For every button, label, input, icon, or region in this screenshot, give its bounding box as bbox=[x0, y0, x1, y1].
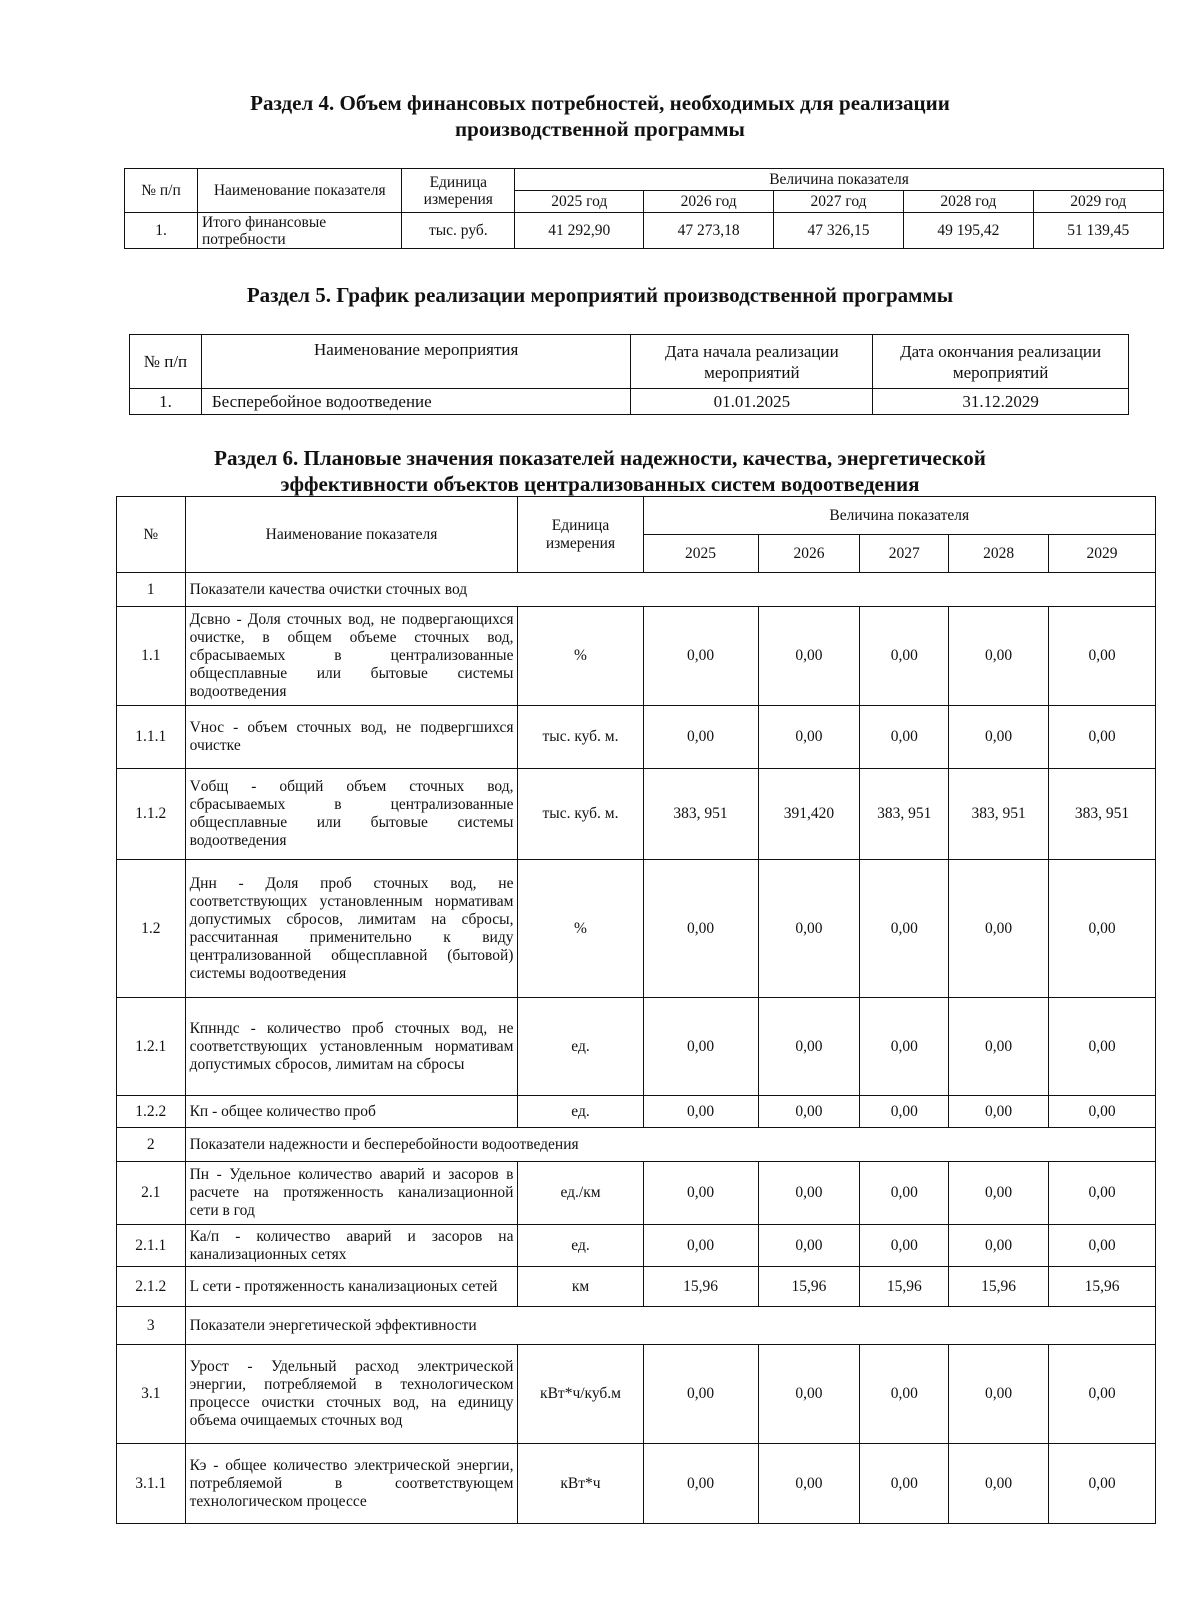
table-row bbox=[117, 1267, 1156, 1307]
row-value: 0,00 bbox=[643, 998, 758, 1096]
row-value: 15,96 bbox=[643, 1267, 758, 1307]
row-num: 2.1.2 bbox=[117, 1267, 186, 1307]
row-value: 383, 951 bbox=[1049, 769, 1156, 860]
row-value: 0,00 bbox=[758, 1096, 860, 1128]
table-row bbox=[117, 1162, 1156, 1225]
row-value: 383, 951 bbox=[643, 769, 758, 860]
row-value: 0,00 bbox=[758, 1444, 860, 1524]
header-value-group: Величина показателя bbox=[643, 497, 1155, 535]
row-unit: тыс. куб. м. bbox=[518, 706, 643, 769]
header-year: 2025 год bbox=[515, 191, 644, 213]
section4-title-line1: Раздел 4. Объем финансовых потребностей, необходимых для реализации bbox=[250, 91, 950, 115]
row-value: 0,00 bbox=[860, 1345, 949, 1444]
header-unit: Единица измерения bbox=[518, 497, 643, 573]
row-unit: ед./км bbox=[518, 1162, 643, 1225]
row-num: 1.1.1 bbox=[117, 706, 186, 769]
row-name: L сети - протяженность канализационых сетей bbox=[185, 1267, 518, 1307]
header-year: 2028 bbox=[949, 535, 1049, 573]
row-value: 47 273,18 bbox=[644, 213, 773, 249]
row-value: 0,00 bbox=[949, 607, 1049, 706]
table-row bbox=[117, 998, 1156, 1096]
row-value: 0,00 bbox=[643, 1444, 758, 1524]
row-value: 0,00 bbox=[860, 1225, 949, 1267]
row-value: 0,00 bbox=[758, 1162, 860, 1225]
row-name: Кпнндс - количество проб сточных вод, не соответствующих установленным нормативам допустимых сбросов, лимитам на сбросы bbox=[185, 998, 518, 1096]
row-value: 0,00 bbox=[1049, 860, 1156, 998]
row-value: 15,96 bbox=[1049, 1267, 1156, 1307]
row-value: 0,00 bbox=[860, 1096, 949, 1128]
financial-needs-table bbox=[124, 168, 1164, 249]
row-value: 0,00 bbox=[758, 706, 860, 769]
header-year: 2025 bbox=[643, 535, 758, 573]
row-value: 49 195,42 bbox=[904, 213, 1033, 249]
header-year: 2027 год bbox=[773, 191, 903, 213]
header-name: Наименование мероприятия bbox=[201, 335, 631, 389]
header-num: № bbox=[117, 497, 186, 573]
group-title: Показатели надежности и бесперебойности водоотведения bbox=[185, 1128, 1155, 1162]
group-title: Показатели энергетической эффективности bbox=[185, 1307, 1155, 1345]
row-num: 3.1.1 bbox=[117, 1444, 186, 1524]
row-value: 15,96 bbox=[758, 1267, 860, 1307]
row-value: 0,00 bbox=[949, 1096, 1049, 1128]
header-year: 2028 год bbox=[904, 191, 1033, 213]
table-row bbox=[117, 1444, 1156, 1524]
row-name: Vобщ - общий объем сточных вод, сбрасываемых в централизованные общесплавные или бытовые системы водоотведения bbox=[185, 769, 518, 860]
row-name: Дсвно - Доля сточных вод, не подвергающихся очистке, в общем объеме сточных вод, сбрасываемых в централизованные общесплавные или бытовые системы водоотведения bbox=[185, 607, 518, 706]
row-unit: тыс. куб. м. bbox=[518, 769, 643, 860]
row-end: 31.12.2029 bbox=[873, 389, 1129, 415]
row-value: 0,00 bbox=[758, 1345, 860, 1444]
row-num: 2.1 bbox=[117, 1162, 186, 1225]
row-value: 41 292,90 bbox=[515, 213, 644, 249]
row-name: Итого финансовые потребности bbox=[198, 213, 402, 249]
header-value-group: Величина показателя bbox=[515, 169, 1164, 191]
row-value: 51 139,45 bbox=[1033, 213, 1163, 249]
row-unit: ед. bbox=[518, 1225, 643, 1267]
row-value: 0,00 bbox=[860, 1444, 949, 1524]
row-num: 1.2 bbox=[117, 860, 186, 998]
row-unit: % bbox=[518, 607, 643, 706]
table-row bbox=[117, 1225, 1156, 1267]
schedule-table bbox=[129, 334, 1129, 415]
row-unit: ед. bbox=[518, 998, 643, 1096]
row-unit: ед. bbox=[518, 1096, 643, 1128]
row-value: 0,00 bbox=[758, 998, 860, 1096]
row-value: 0,00 bbox=[758, 1225, 860, 1267]
header-year: 2027 bbox=[860, 535, 949, 573]
row-value: 0,00 bbox=[949, 860, 1049, 998]
section4-title-line2: производственной программы bbox=[455, 117, 745, 141]
row-name: Бесперебойное водоотведение bbox=[201, 389, 631, 415]
section6-title-line1: Раздел 6. Плановые значения показателей надежности, качества, энергетической bbox=[214, 446, 986, 470]
row-value: 0,00 bbox=[860, 998, 949, 1096]
table-row bbox=[117, 1345, 1156, 1444]
row-value: 0,00 bbox=[949, 1444, 1049, 1524]
row-name: Кп - общее количество проб bbox=[185, 1096, 518, 1128]
header-year: 2029 bbox=[1049, 535, 1156, 573]
header-start: Дата начала реализации мероприятий bbox=[631, 335, 873, 389]
row-num: 3.1 bbox=[117, 1345, 186, 1444]
row-value: 0,00 bbox=[1049, 1096, 1156, 1128]
indicators-table bbox=[116, 496, 1156, 1524]
row-value: 0,00 bbox=[643, 860, 758, 998]
row-name: Урост - Удельный расход электрической энергии, потребляемой в технологическом процессе очистки сточных вод, на единицу объема очищаемых сточных вод bbox=[185, 1345, 518, 1444]
row-value: 0,00 bbox=[643, 607, 758, 706]
header-name: Наименование показателя bbox=[198, 169, 402, 213]
row-value: 15,96 bbox=[949, 1267, 1049, 1307]
section6-title-line2: эффективности объектов централизованных систем водоотведения bbox=[280, 472, 920, 496]
group-row bbox=[117, 573, 1156, 607]
row-value: 383, 951 bbox=[860, 769, 949, 860]
row-value: 0,00 bbox=[643, 1345, 758, 1444]
row-value: 47 326,15 bbox=[773, 213, 903, 249]
row-unit: кВт*ч bbox=[518, 1444, 643, 1524]
row-value: 0,00 bbox=[643, 1225, 758, 1267]
row-start: 01.01.2025 bbox=[631, 389, 873, 415]
row-value: 0,00 bbox=[758, 607, 860, 706]
row-value: 383, 951 bbox=[949, 769, 1049, 860]
row-num: 1.1 bbox=[117, 607, 186, 706]
row-num: 1.1.2 bbox=[117, 769, 186, 860]
row-num: 1. bbox=[125, 213, 198, 249]
section5-title: Раздел 5. График реализации мероприятий производственной программы bbox=[246, 283, 954, 307]
row-value: 0,00 bbox=[758, 860, 860, 998]
group-num: 1 bbox=[117, 573, 186, 607]
row-value: 0,00 bbox=[949, 1345, 1049, 1444]
header-name: Наименование показателя bbox=[185, 497, 518, 573]
group-row bbox=[117, 1128, 1156, 1162]
row-value: 0,00 bbox=[643, 1162, 758, 1225]
row-value: 0,00 bbox=[860, 607, 949, 706]
table-row bbox=[130, 389, 1129, 415]
row-value: 0,00 bbox=[643, 1096, 758, 1128]
row-value: 391,420 bbox=[758, 769, 860, 860]
header-num: № п/п bbox=[130, 335, 202, 389]
row-value: 0,00 bbox=[949, 1162, 1049, 1225]
row-value: 0,00 bbox=[1049, 998, 1156, 1096]
row-num: 1.2.2 bbox=[117, 1096, 186, 1128]
row-value: 0,00 bbox=[1049, 607, 1156, 706]
table-row bbox=[117, 607, 1156, 706]
group-num: 2 bbox=[117, 1128, 186, 1162]
row-value: 0,00 bbox=[1049, 1345, 1156, 1444]
row-value: 0,00 bbox=[643, 706, 758, 769]
table-row bbox=[117, 860, 1156, 998]
group-num: 3 bbox=[117, 1307, 186, 1345]
row-value: 0,00 bbox=[1049, 1225, 1156, 1267]
group-title: Показатели качества очистки сточных вод bbox=[185, 573, 1155, 607]
header-unit: Единица измерения bbox=[402, 169, 515, 213]
header-num: № п/п bbox=[125, 169, 198, 213]
row-unit: кВт*ч/куб.м bbox=[518, 1345, 643, 1444]
table-row bbox=[117, 1096, 1156, 1128]
row-value: 15,96 bbox=[860, 1267, 949, 1307]
header-end: Дата окончания реализации мероприятий bbox=[873, 335, 1129, 389]
row-unit: тыс. руб. bbox=[402, 213, 515, 249]
row-value: 0,00 bbox=[949, 706, 1049, 769]
header-year: 2026 год bbox=[644, 191, 773, 213]
row-unit: км bbox=[518, 1267, 643, 1307]
group-row bbox=[117, 1307, 1156, 1345]
row-value: 0,00 bbox=[949, 1225, 1049, 1267]
row-value: 0,00 bbox=[860, 860, 949, 998]
row-value: 0,00 bbox=[949, 998, 1049, 1096]
header-year: 2026 bbox=[758, 535, 860, 573]
row-num: 1.2.1 bbox=[117, 998, 186, 1096]
row-value: 0,00 bbox=[1049, 706, 1156, 769]
row-value: 0,00 bbox=[860, 1162, 949, 1225]
header-year: 2029 год bbox=[1033, 191, 1163, 213]
table-row bbox=[117, 769, 1156, 860]
row-value: 0,00 bbox=[1049, 1444, 1156, 1524]
row-name: Кэ - общее количество электрической энергии, потребляемой в соответствующем технологическом процессе bbox=[185, 1444, 518, 1524]
table-row bbox=[125, 213, 1164, 249]
row-value: 0,00 bbox=[1049, 1162, 1156, 1225]
row-num: 2.1.1 bbox=[117, 1225, 186, 1267]
row-name: Днн - Доля проб сточных вод, не соответствующих установленным нормативам допустимых сбросов, лимитам на сбросы, рассчитанная применительно к виду централизованной общесплавной (бытовой) системы водоотведения bbox=[185, 860, 518, 998]
row-name: Vнос - объем сточных вод, не подвергшихся очистке bbox=[185, 706, 518, 769]
row-num: 1. bbox=[130, 389, 202, 415]
row-unit: % bbox=[518, 860, 643, 998]
row-name: Пн - Удельное количество аварий и засоров в расчете на протяженность канализационной сети в год bbox=[185, 1162, 518, 1225]
row-value: 0,00 bbox=[860, 706, 949, 769]
row-name: Ка/п - количество аварий и засоров на канализационных сетях bbox=[185, 1225, 518, 1267]
table-row bbox=[117, 706, 1156, 769]
